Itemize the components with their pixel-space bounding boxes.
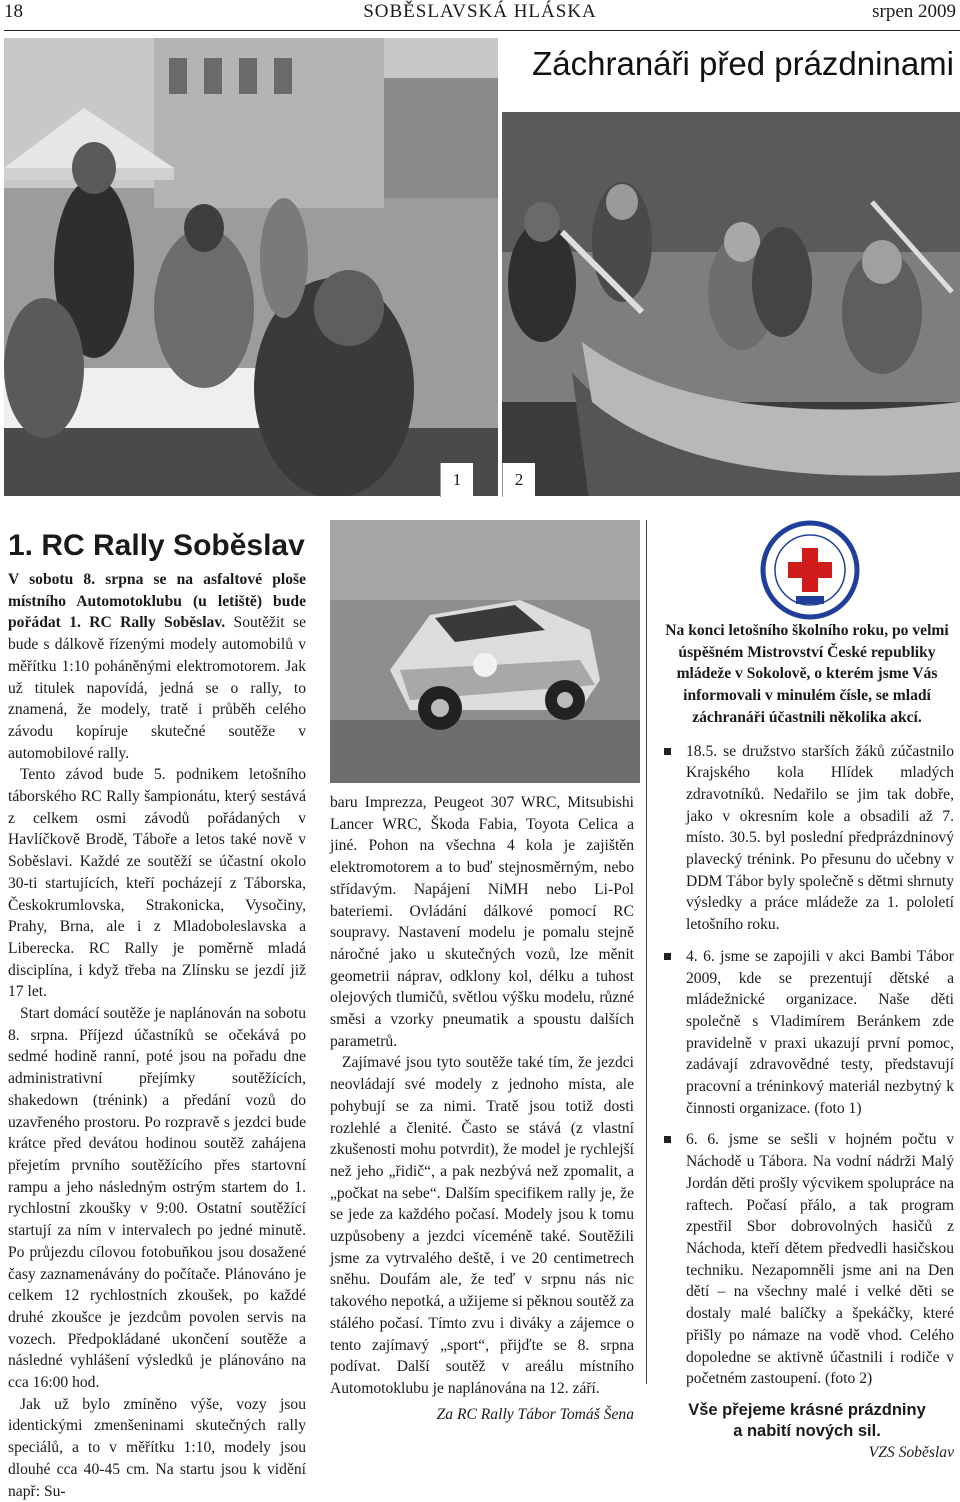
list-item: 6. 6. jsme se sešli v hojném počtu v Náchodě u Tábora. Na vodní nádrži Malý Jordán děti prošly výcvikem spolupráce na raftech. Počasí přálo, a tak program zpestřil Sbor dobrovolných hasičů z Náchoda, kteří dětem předvedli hasičskou techniku. Nezapomněli jsme ani na Den dětí – na všechny malé i velké děti se dostaly malé balíčky a špekáčky, které přišly po námaze na vodě vhod. Celého dopoledne se aktivně účastnili i rodiče v početném zastoupení. (foto 2): [660, 1129, 954, 1389]
bullet-icon: [664, 953, 671, 960]
rc-paragraph-4-cont: baru Imprezza, Peugeot 307 WRC, Mitsubishi Lancer WRC, Škoda Fabia, Toyota Celica a jiné. Pohon na všechna 4 kola je zajištěn elektromotorem a to buď stejnosměrným, nebo střídavým. Napájení NiMH nebo Li-Pol bateriemi. Ovládání dálkové pomocí RC soupravy. Nastavení modelu je pomalu stejně náročné jako u skutečných vozů, lze měnit geometrii náprav, odklony kol, délku a tuhost olejových tlumičů, světlou výšku modelu, různé směsi a vzorky pneumatik a spoustu dalších parametrů.: [330, 794, 634, 1050]
list-item: 4. 6. jsme se zapojili v akci Bambi Tábor 2009, kde se prezentují dětské a mládežnické organizace. Naše děti společně s Vladimírem Beránkem zde pravidelně v praxi ukazují první pomoc, zadávají zdravovědné testy, představují pracovní a tréninkový materiál nezbytný k činnosti organizace. (foto 1): [660, 946, 954, 1120]
header-rule: [4, 30, 960, 31]
rc-lead: V sobotu 8. srpna se na asfaltové ploše místního Automotoklubu (u letiště) bude pořádat 1. RC Rally Soběslav.: [8, 571, 306, 632]
rc-car-image: [330, 520, 640, 783]
rescuers-list: [660, 741, 954, 1390]
rc-paragraph-2: Tento závod bude 5. podnikem letošního táborského RC Rally šampionátu, který sestává z celkem osmi závodů pořádaných v Havlíčkově Brodě, Táboře a letos také nově v Soběslavi. Každé ze soutěží se účastní okolo 30-ti startujících, kteří pocházejí z Táborska, Českokrumlovska, Strakonicka, Vysočiny, Prahy, Brna, ale i z Mladoboleslavska a Liberecka. RC Rally je poměrně mladá disciplína, i když třeba na Zlínsku se jezdí již 17 let.: [8, 766, 306, 1001]
feature-title-text: Záchranáři před prázdninami: [532, 45, 954, 82]
list-item: 18.5. se družstvo starších žáků zúčastnilo Krajského kola Hlídek mladých zdravotníků. Nedařilo se jim tak dobře, jako v okresním kole a obsadili až 7. místo. 30.5. byl poslední předprázdninový plavecký trénink. Po přesunu do učebny v DDM Tábor byly společně s dětmi shrnuty výsledky a práce mládeže za 1. pololetí letošního roku.: [660, 741, 954, 936]
rc-paragraph-5: Zajímavé jsou tyto soutěže také tím, že jezdci neovládají své modely z jednoho místa, ale pohybují se za nimi. Tratě jsou totiž dosti rozlehlé a členité. Často se stává (z vlastní zkušenosti mohu potvrdit), že model je rychlejší než jeho „řidič“, a pak nezbývá než zpomalit, a „počkat na sebe“. Dalším specifikem rally je, že se jede za každého počasí. Modely jsou k tomu uzpůsobeny a jezdci víceméně také. Soutěžili jsme za vytrvalého deště, i ve 20 centimetrech sněhu. Doufám ale, že teď v srpnu nás nic takového nepotká, a užijeme si pěknou soutěž za stálého počasí. Tímto zvu i diváky a zájemce o tento zajímavý „sport“, přijďte se 8. srpna podívat. Další soutěž v areálu místního Automotoklubu je naplánována na 12. září.: [330, 1054, 634, 1397]
column-divider: [646, 520, 647, 1384]
rescue-logo: [760, 520, 860, 620]
photo-label-2: 2: [502, 463, 535, 497]
issue-date: srpen 2009: [872, 1, 956, 22]
publication-name: SOBĚSLAVSKÁ HLÁSKA: [363, 1, 597, 22]
rc-paragraph-4: Jak už bylo zmíněno výše, vozy jsou identickými zmenšeninami skutečných rally speciálů, a to v měřítku 1:10, modely jsou dlouhé cca 40-45 cm. Na startu jsou k vidění např: Su-: [8, 1395, 306, 1500]
red-cross-logo-icon: [760, 520, 860, 620]
closing-line-2: a nabití nových sil.: [733, 1421, 881, 1440]
photo-first-aid-stand: [4, 38, 498, 496]
rescuers-signature: VZS Soběslav: [868, 1443, 954, 1461]
photo-rc-car: [330, 520, 640, 783]
rc-lead-rest: Soutěžit se bude s dálkově řízenými modely automobilů v měřítku 1:10 poháněnými elektromotorem. Jak už titulek napovídá, jedná se o rally, to znamená, že modely, tratě i průběh celého závodu kopíruje skutečné soutěže v automobilové rally.: [8, 614, 306, 762]
rc-title-text: 1. RC Rally Soběslav: [8, 529, 305, 562]
photo-2-image: [502, 112, 960, 496]
closing-line-1: Vše přejeme krásné prázdniny: [688, 1400, 926, 1419]
photo-rafting: [502, 112, 960, 496]
rescuers-intro: Na konci letošního školního roku, po velmi úspěšném Mistrovství České republiky mládeže v Sokolově, o kterém jsme Vás informovali v minulém čísle, se mladí záchranáři účastnili několika akcí.: [665, 622, 949, 726]
rescuers-column: [660, 620, 954, 1464]
bullet-icon: [664, 748, 671, 755]
photo-1-image: [4, 38, 498, 496]
bullet-icon: [664, 1136, 671, 1143]
feature-title: [502, 44, 954, 84]
rc-paragraph-3: Start domácí soutěže je naplánován na sobotu 8. srpna. Příjezd účastníků se očekává po sedmé hodině ranní, poté jsou na pořadu dne administrativní přejímky soutěžících, shakedown (trénink) a předání vozů do uzavřeného prostoru. Po rozpravě s jezdci bude krátce před devátou hodinou soutěž zahájena přejetím prvního soutěžícího přes startovní rampu a jeho následným ostrým startem do 1. rychlostní zkoušky v 9:00. Ostatní soutěžící startují za ním v intervalech po jedné minutě. Po průjezdu cílovou fotobuňkou jsou dosažené časy zaznamenávány do počítače. Plánováno je celkem 12 rychlostních zkoušek, po každé druhé zkoušce je jezdcům povolen servis na vozech. Předpokládané ukončení soutěže a následné vyhlášení výsledků je plánováno na cca 16:00 hod.: [8, 1005, 306, 1392]
rc-article-title: [8, 528, 318, 564]
rc-column-2: [330, 792, 634, 1425]
photo-label-1: 1: [440, 463, 473, 497]
page-number: 18: [4, 1, 23, 22]
rc-signature: Za RC Rally Tábor Tomáš Šena: [436, 1405, 634, 1423]
rc-column-1: [8, 569, 306, 1502]
